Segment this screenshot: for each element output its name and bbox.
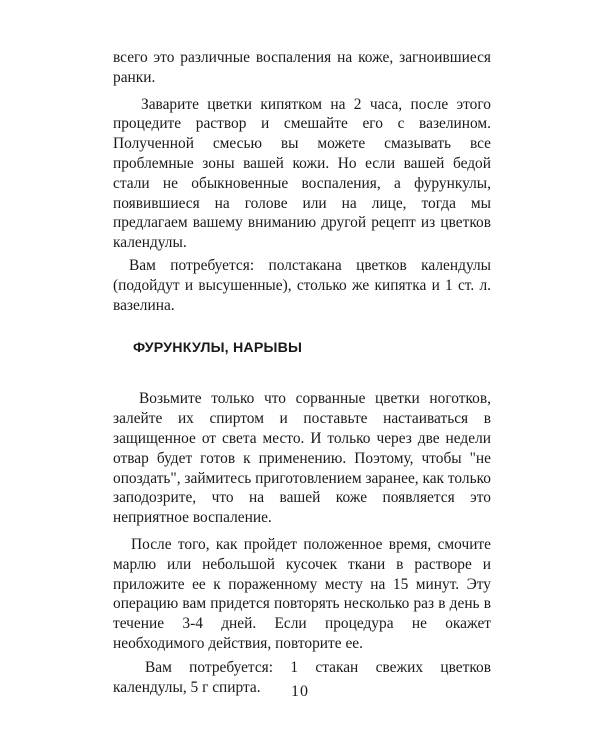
page-body: [113, 48, 491, 697]
paragraph-recipe-instructions: Заварите цветки кипятком на 2 часа, после этого процедите раствор и смешайте его с вазелином. Полученной смесью вы можете смазывать все проблемные зоны вашей кожи. Но если вашей бедой стали не обыкновенные воспаления, а фурункулы, появившиеся на голове или на лице, тогда мы предлагаем вашему вниманию другой рецепт из цветков календулы.: [113, 95, 491, 252]
paragraph-preparation: Возьмите только что сорванные цветки ноготков, залейте их спиртом и поставьте настаиваться в защищенное от света место. И только через две недели отвар будет готов к применению. Поэтому, чтобы "не опоздать", займитесь приготовлением заранее, как только заподозрите, что на вашей коже появляется это неприятное воспаление.: [113, 390, 491, 527]
paragraph-ingredients: Вам потребуется: полстакана цветков календулы (подойдут и высушенные), столько же кипятка и 1 ст. л. вазелина.: [113, 256, 491, 314]
paragraph-continuation: всего это различные воспаления на коже, загноившиеся ранки.: [113, 49, 491, 86]
paragraph-application: После того, как пройдет положенное время, смочите марлю или небольшой кусочек ткани в растворе и приложите ее к пораженному месту на 15 минут. Эту операцию вам придется повторять несколько раз в день в течение 3-4 дней. Если процедура не окажет необходимого действия, повторите ее.: [113, 535, 491, 652]
paragraph-ingredients-2: Вам потребуется: 1 стакан свежих цветков календулы, 5 г спирта.: [113, 658, 491, 696]
page-number: 10: [291, 683, 309, 700]
section-heading: ФУРУНКУЛЫ, НАРЫВЫ: [133, 340, 303, 357]
